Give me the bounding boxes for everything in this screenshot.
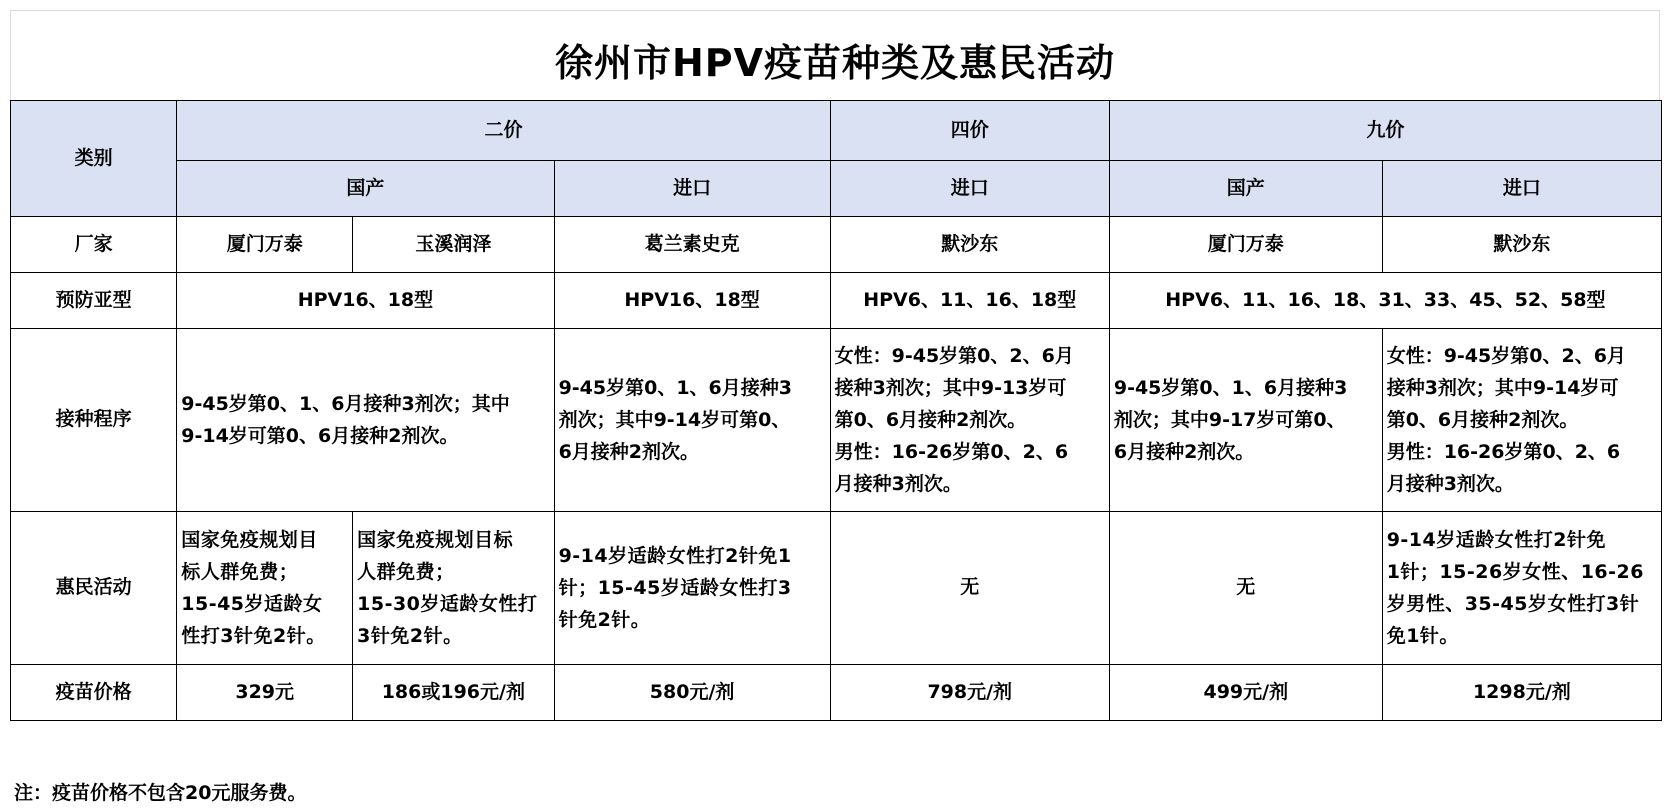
schedule-line: 6月接种2剂次。 — [1113, 441, 1255, 463]
vaccine-table — [10, 100, 1662, 721]
benefit-line: 15-45岁适龄女 — [181, 593, 323, 615]
benefit-cell — [554, 512, 830, 665]
price-cell: 1298元/剂 — [1382, 665, 1661, 721]
schedule-row — [11, 329, 1662, 512]
manufacturer-label: 厂家 — [11, 217, 177, 273]
nonavalent-domestic-header: 国产 — [1109, 161, 1382, 217]
benefit-line: 15-30岁适龄女性打 — [357, 593, 538, 615]
schedule-line: 6月接种2剂次。 — [558, 441, 700, 463]
schedule-line: 男性：16-26岁第0、2、6 — [834, 441, 1069, 463]
subtype-cell: HPV6、11、16、18型 — [830, 273, 1109, 329]
bivalent-header: 二价 — [177, 101, 830, 161]
benefit-line: 针；15-45岁适龄女性打3 — [558, 577, 792, 599]
schedule-line: 女性：9-45岁第0、2、6月 — [1386, 345, 1626, 367]
header-row-1 — [11, 101, 1662, 161]
schedule-line: 男性：16-26岁第0、2、6 — [1386, 441, 1621, 463]
benefit-line: 免1针。 — [1386, 625, 1459, 647]
schedule-line: 接种3剂次；其中9-14岁可 — [1386, 377, 1619, 399]
benefit-line: 性打3针免2针。 — [181, 625, 326, 647]
benefit-line: 3针免2针。 — [357, 625, 463, 647]
bivalent-imported-header: 进口 — [554, 161, 830, 217]
benefit-line: 9-14岁适龄女性打2针免 — [1386, 529, 1606, 551]
benefit-cell — [177, 512, 353, 665]
schedule-line: 9-45岁第0、1、6月接种3 — [1113, 377, 1348, 399]
benefit-line: 岁男性、35-45岁女性打3针 — [1386, 593, 1640, 615]
header-row-2 — [11, 161, 1662, 217]
schedule-cell — [830, 329, 1109, 512]
schedule-line: 第0、6月接种2剂次。 — [834, 409, 1027, 431]
schedule-label: 接种程序 — [11, 329, 177, 512]
benefit-line: 国家免疫规划目标 — [357, 529, 514, 551]
schedule-line: 9-45岁第0、1、6月接种3 — [558, 377, 792, 399]
page-title: 徐州市HPV疫苗种类及惠民活动 — [554, 41, 1116, 85]
benefit-line: 人群免费； — [357, 561, 455, 583]
nonavalent-imported-header: 进口 — [1382, 161, 1661, 217]
nonavalent-header: 九价 — [1109, 101, 1661, 161]
schedule-line: 第0、6月接种2剂次。 — [1386, 409, 1579, 431]
schedule-line: 剂次；其中9-14岁可第0、 — [558, 409, 791, 431]
footnote: 注：疫苗价格不包含20元服务费。 — [14, 782, 307, 804]
quadrivalent-imported-header: 进口 — [830, 161, 1109, 217]
price-label: 疫苗价格 — [11, 665, 177, 721]
schedule-cell — [1109, 329, 1382, 512]
benefit-label: 惠民活动 — [11, 512, 177, 665]
subtype-cell: HPV6、11、16、18、31、33、45、52、58型 — [1109, 273, 1661, 329]
price-cell: 186或196元/剂 — [353, 665, 554, 721]
schedule-line: 女性：9-45岁第0、2、6月 — [834, 345, 1074, 367]
manufacturer-cell: 厦门万泰 — [1109, 217, 1382, 273]
schedule-cell — [1382, 329, 1661, 512]
subtype-row — [11, 273, 1662, 329]
schedule-line: 接种3剂次；其中9-13岁可 — [834, 377, 1067, 399]
subtype-label: 预防亚型 — [11, 273, 177, 329]
schedule-cell — [177, 329, 554, 512]
title-box — [10, 10, 1660, 100]
manufacturer-cell: 厦门万泰 — [177, 217, 353, 273]
manufacturer-cell: 默沙东 — [1382, 217, 1661, 273]
price-cell: 329元 — [177, 665, 353, 721]
price-cell: 798元/剂 — [830, 665, 1109, 721]
manufacturer-row — [11, 217, 1662, 273]
schedule-line: 剂次；其中9-17岁可第0、 — [1113, 409, 1346, 431]
benefit-line: 国家免疫规划目 — [181, 529, 318, 551]
benefit-cell: 无 — [1109, 512, 1382, 665]
benefit-cell — [353, 512, 554, 665]
manufacturer-cell: 玉溪润泽 — [353, 217, 554, 273]
price-row — [11, 665, 1662, 721]
benefit-line: 标人群免费； — [181, 561, 299, 583]
category-header: 类别 — [11, 101, 177, 217]
subtype-cell: HPV16、18型 — [177, 273, 554, 329]
benefit-row — [11, 512, 1662, 665]
quadrivalent-header: 四价 — [830, 101, 1109, 161]
benefit-line: 针免2针。 — [558, 609, 651, 631]
benefit-line: 1针；15-26岁女性、16-26 — [1386, 561, 1644, 583]
manufacturer-cell: 葛兰素史克 — [554, 217, 830, 273]
subtype-cell: HPV16、18型 — [554, 273, 830, 329]
schedule-line: 月接种3剂次。 — [834, 473, 962, 495]
price-cell: 580元/剂 — [554, 665, 830, 721]
bivalent-domestic-header: 国产 — [177, 161, 554, 217]
schedule-line: 9-14岁可第0、6月接种2剂次。 — [181, 425, 459, 447]
benefit-cell: 无 — [830, 512, 1109, 665]
schedule-cell — [554, 329, 830, 512]
manufacturer-cell: 默沙东 — [830, 217, 1109, 273]
benefit-line: 9-14岁适龄女性打2针免1 — [558, 545, 792, 567]
price-cell: 499元/剂 — [1109, 665, 1382, 721]
benefit-cell — [1382, 512, 1661, 665]
schedule-line: 月接种3剂次。 — [1386, 473, 1514, 495]
schedule-line: 9-45岁第0、1、6月接种3剂次；其中 — [181, 393, 510, 415]
